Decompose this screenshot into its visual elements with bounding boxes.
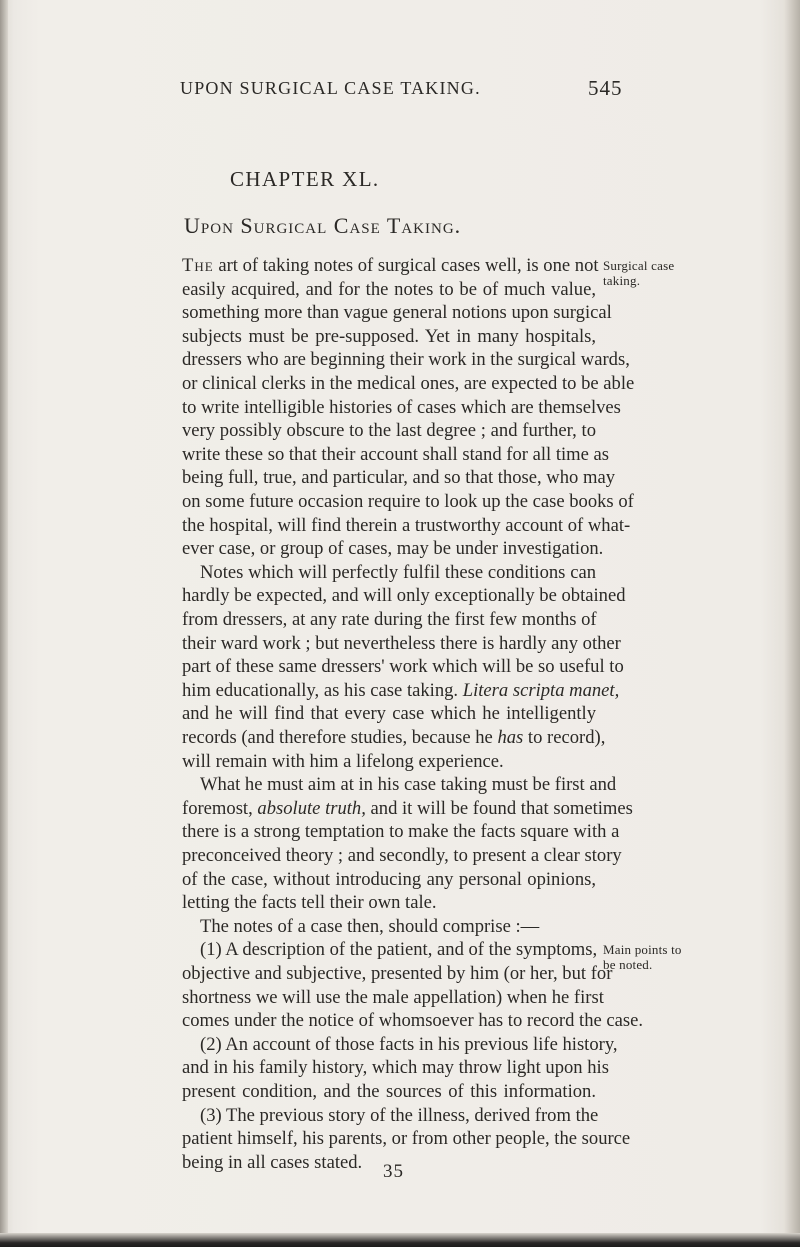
text-line: (1) A description of the patient, and of the symptoms, (200, 939, 598, 961)
text-line: dressers who are beginning their work in the surgical wards, (182, 349, 630, 371)
text-line: preconceived theory ; and secondly, to present a clear story (182, 844, 622, 866)
signature-mark: 35 (383, 1161, 404, 1182)
text-line: The art of taking notes of surgical cases well, is one not (182, 255, 599, 276)
text-line: and he will find that every case which he intelligently (182, 703, 596, 725)
text-line: very possibly obscure to the last degree ; and further, to (182, 420, 596, 442)
text-line: or clinical clerks in the medical ones, are expected to be able (182, 372, 635, 394)
text-line: will remain with him a lifelong experience. (182, 750, 504, 772)
text-line: easily acquired, and for the notes to be of much value, (182, 278, 596, 300)
text-line: being full, true, and particular, and so that those, who may (182, 467, 615, 489)
text-line: him educationally, as his case taking. Litera scripta manet, (182, 679, 620, 701)
text-line: the hospital, will find therein a trustworthy account of what- (182, 514, 631, 536)
section-title: Upon Surgical Case Taking. (184, 213, 462, 238)
text-line: from dressers, at any rate during the first few months of (182, 608, 597, 630)
text-line: of the case, without introducing any personal opinions, (182, 868, 596, 890)
text-line: subjects must be pre-supposed. Yet in many hospitals, (182, 325, 596, 347)
text-line: present condition, and the sources of this information. (182, 1080, 596, 1102)
text-line: being in all cases stated. (182, 1151, 363, 1173)
page-bottom-edge (0, 1233, 800, 1247)
text-line: objective and subjective, presented by him (or her, but for (182, 962, 613, 984)
text-line: part of these same dressers' work which will be so useful to (182, 656, 624, 678)
text-line: (2) An account of those facts in his previous life history, (200, 1033, 618, 1055)
text-line: records (and therefore studies, because he has to record), (182, 726, 606, 748)
text-line: on some future occasion require to look up the case books of (182, 490, 634, 512)
text-line: write these so that their account shall stand for all time as (182, 443, 610, 465)
margin-note-surgical-case-taking: Surgical case taking. (603, 258, 675, 288)
text-line: (3) The previous story of the illness, derived from the (200, 1104, 599, 1126)
paragraph-2 (182, 561, 626, 773)
opening-word: The (182, 255, 214, 276)
running-head: UPON SURGICAL CASE TAKING. (180, 78, 481, 98)
text-line: something more than vague general notions upon surgical (182, 302, 612, 324)
latin-phrase: Litera scripta manet, (462, 679, 620, 701)
text-line: What he must aim at in his case taking must be first and (200, 774, 617, 796)
margin-note-main-points: Main points to be noted. (603, 942, 682, 972)
page-number: 545 (588, 76, 623, 100)
text-line: there is a strong temptation to make the facts square with a (182, 821, 620, 843)
emphasis-phrase: absolute truth, (257, 797, 366, 819)
page-left-edge (0, 0, 8, 1247)
paragraph-1 (182, 254, 635, 561)
chapter-title: CHAPTER XL. (230, 167, 380, 191)
text-line: hardly be expected, and will only exceptionally be obtained (182, 585, 626, 607)
text-line: comes under the notice of whomsoever has to record the case. (182, 1010, 644, 1032)
text-line: and in his family history, which may throw light upon his (182, 1057, 609, 1079)
paragraph-3 (182, 773, 633, 915)
text-line: shortness we will use the male appellation) when he first (182, 986, 604, 1008)
page-right-edge (784, 0, 800, 1247)
text-line: Notes which will perfectly fulfil these conditions can (200, 561, 596, 583)
text-line: their ward work ; but nevertheless there is hardly any other (182, 632, 621, 654)
emphasis-word: has (497, 726, 524, 748)
text-line: The notes of a case then, should comprise :— (200, 915, 540, 937)
text-line: letting the facts tell their own tale. (182, 892, 437, 914)
text-line: patient himself, his parents, or from other people, the source (182, 1128, 631, 1150)
text-line: ever case, or group of cases, may be under investigation. (182, 538, 604, 560)
text-line: to write intelligible histories of cases which are themselves (182, 396, 621, 418)
text-line: foremost, absolute truth, and it will be found that sometimes (182, 797, 633, 819)
